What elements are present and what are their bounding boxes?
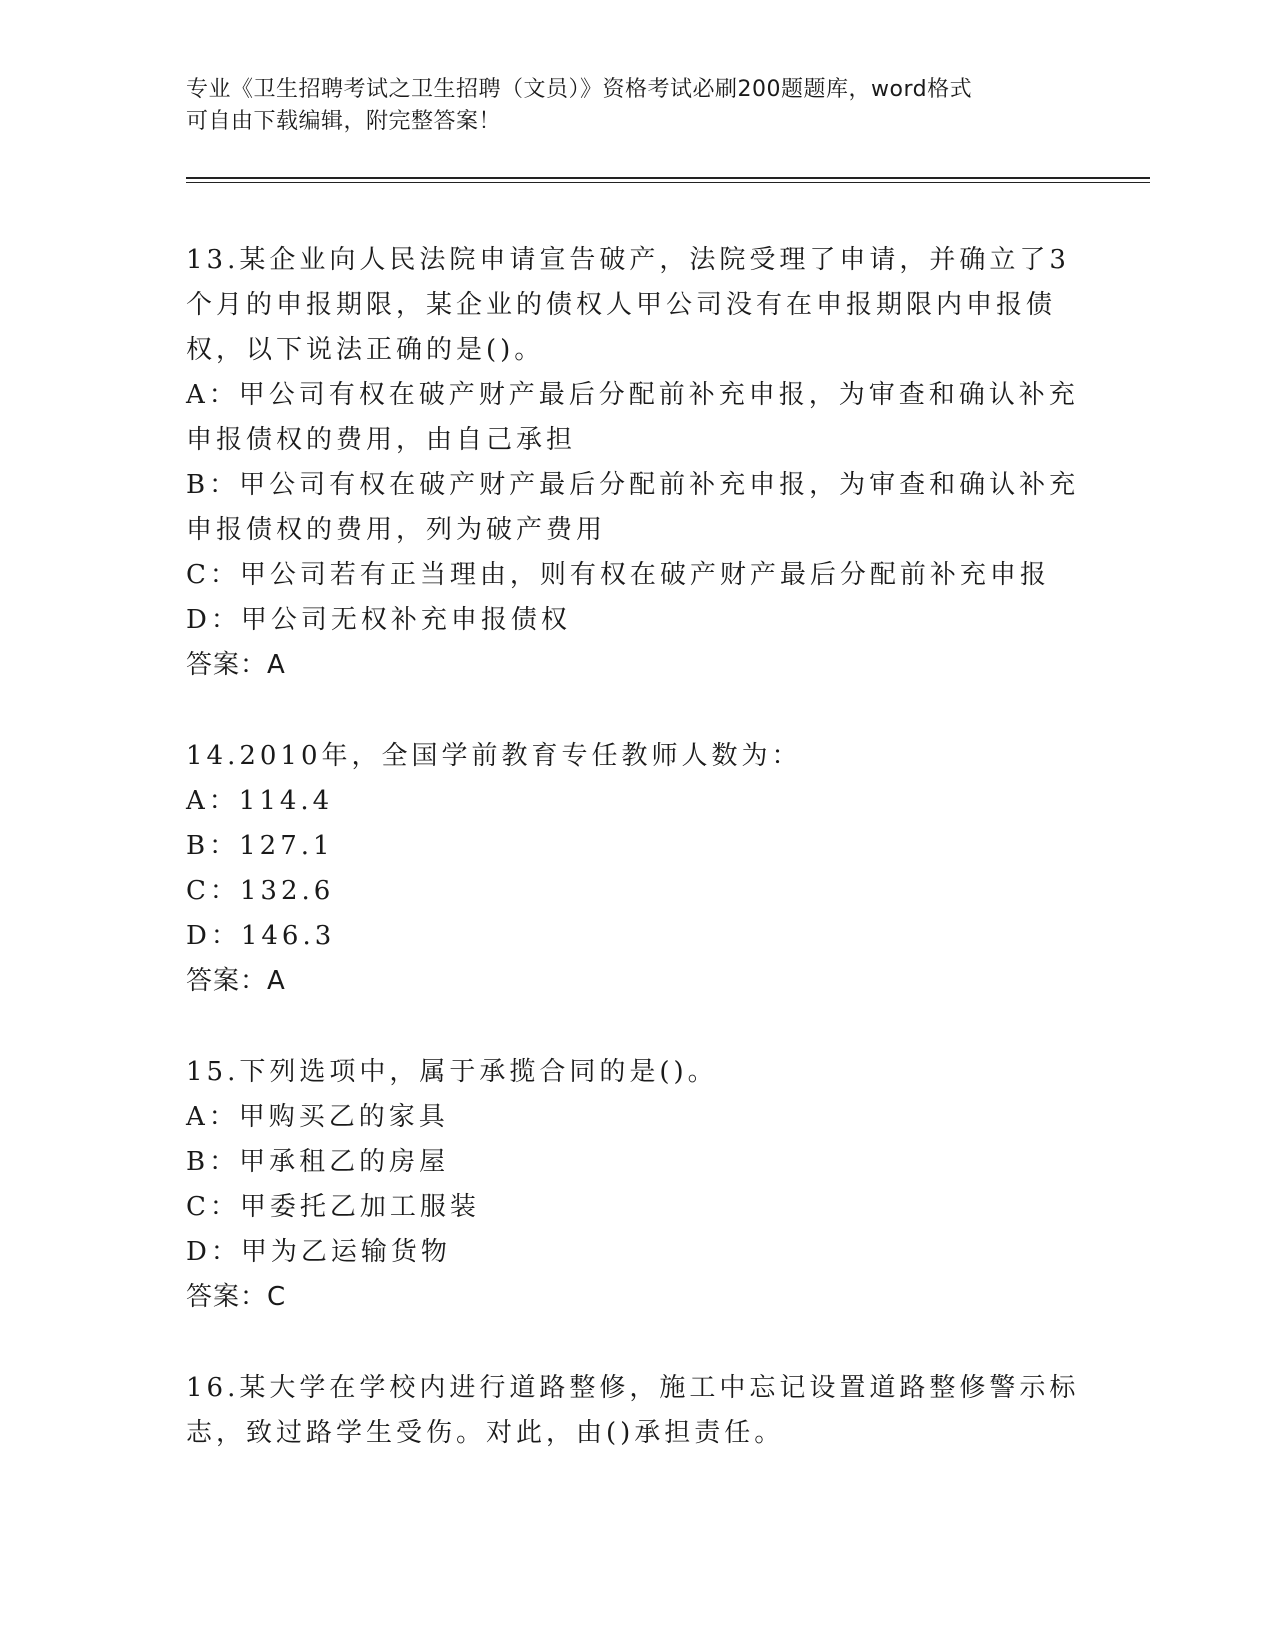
- option-c: C：132.6: [186, 876, 335, 906]
- question-14: [186, 734, 1086, 1004]
- option-b: B：127.1: [186, 831, 334, 861]
- answer: 答案：A: [186, 966, 286, 996]
- option-d: D：甲为乙运输货物: [186, 1237, 451, 1267]
- question-list: [186, 238, 1086, 1502]
- header-rule-thin: [186, 182, 1150, 183]
- question-text: 16.某大学在学校内进行道路整修，施工中忘记设置道路整修警示标志，致过路学生受伤。对此，由()承担责任。: [186, 1373, 1080, 1448]
- question-16: [186, 1366, 1086, 1456]
- option-a: A：114.4: [186, 786, 334, 816]
- answer: 答案：A: [186, 650, 286, 680]
- question-text: 13.某企业向人民法院申请宣告破产，法院受理了申请，并确立了3个月的申报期限，某企业的债权人甲公司没有在申报期限内申报债权，以下说法正确的是()。: [186, 245, 1070, 365]
- option-c: C：甲公司若有正当理由，则有权在破产财产最后分配前补充申报: [186, 560, 1050, 590]
- option-a: A：甲公司有权在破产财产最后分配前补充申报，为审查和确认补充申报债权的费用，由自己承担: [186, 380, 1079, 455]
- header-line-1: 专业《卫生招聘考试之卫生招聘（文员）》资格考试必刷200题题库，word格式: [186, 77, 973, 102]
- answer: 答案：C: [186, 1282, 287, 1312]
- option-a: A：甲购买乙的家具: [186, 1102, 449, 1132]
- question-15: [186, 1050, 1086, 1320]
- option-b: B：甲承租乙的房屋: [186, 1147, 450, 1177]
- option-b: B：甲公司有权在破产财产最后分配前补充申报，为审查和确认补充申报债权的费用，列为破产费用: [186, 470, 1080, 545]
- header-rule-thick: [186, 177, 1150, 179]
- document-header: [186, 74, 1086, 138]
- question-text: 15.下列选项中，属于承揽合同的是()。: [186, 1057, 718, 1087]
- header-line-2: 可自由下载编辑，附完整答案！: [186, 109, 502, 134]
- question-text: 14.2010年，全国学前教育专任教师人数为：: [186, 741, 802, 771]
- option-c: C：甲委托乙加工服装: [186, 1192, 480, 1222]
- option-d: D：146.3: [186, 921, 336, 951]
- option-d: D：甲公司无权补充申报债权: [186, 605, 571, 635]
- question-13: [186, 238, 1086, 688]
